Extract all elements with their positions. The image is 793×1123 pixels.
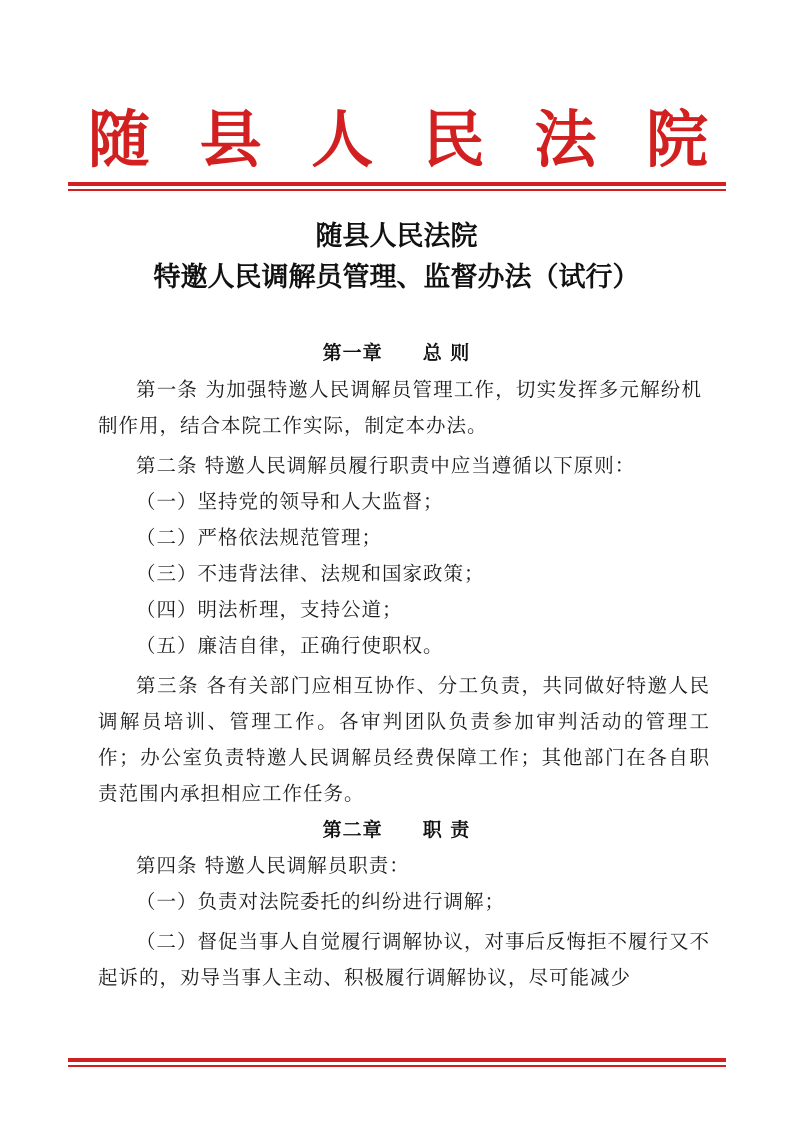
document-title-line2: 特邀人民调解员管理、监督办法（试行）: [153, 262, 640, 293]
article-1: 第一条 为加强特邀人民调解员管理工作，切实发挥多元解纷机制作用，结合本院工作实际，制定本办法。: [98, 378, 702, 437]
article-2-item: （三）不违背法律、法规和国家政策；: [136, 562, 485, 585]
article-4: 第四条 特邀人民调解员职责：: [136, 854, 410, 877]
chapter-name: 总 则: [422, 342, 471, 364]
article-4-item: （二）督促当事人自觉履行调解协议，对事后反悔拒不履行又不起诉的，劝导当事人主动、积极履行调解协议，尽可能减少: [98, 930, 711, 989]
article-4-item: （一）负责对法院委托的纠纷进行调解；: [136, 890, 506, 913]
footer-divider: [68, 1058, 726, 1067]
masthead-char: 县: [199, 103, 262, 176]
masthead-char: 法: [534, 103, 597, 176]
masthead-divider: [68, 182, 726, 191]
chapter-name: 职 责: [422, 819, 471, 841]
article-2: 第二条 特邀人民调解员履行职责中应当遵循以下原则：: [136, 454, 636, 477]
document-title-line1: 随县人民法院: [315, 221, 478, 252]
article-3: 第三条 各有关部门应相互协作、分工负责，共同做好特邀人民调解员培训、管理工作。各审判团队负责参加审判活动的管理工作；办公室负责特邀人民调解员经费保障工作；其他部门在各自职责范围内承担相应工作任务。: [98, 674, 710, 805]
chapter-heading-2: [0, 815, 793, 845]
article-2-item: （四）明法析理，支持公道；: [136, 598, 403, 621]
masthead-char: 人: [311, 103, 374, 176]
chapter-label: 第二章: [322, 819, 383, 841]
article-2-item: （五）廉洁自律，正确行使职权。: [136, 634, 444, 657]
chapter-label: 第一章: [322, 342, 383, 364]
article-2-item: （二）严格依法规范管理；: [136, 526, 383, 549]
masthead-char: 随: [88, 103, 151, 176]
article-2-item: （一）坚持党的领导和人大监督；: [136, 490, 444, 513]
chapter-heading-1: [0, 338, 793, 368]
court-masthead: [88, 100, 708, 180]
masthead-char: 院: [645, 103, 708, 176]
masthead-char: 民: [422, 103, 485, 176]
